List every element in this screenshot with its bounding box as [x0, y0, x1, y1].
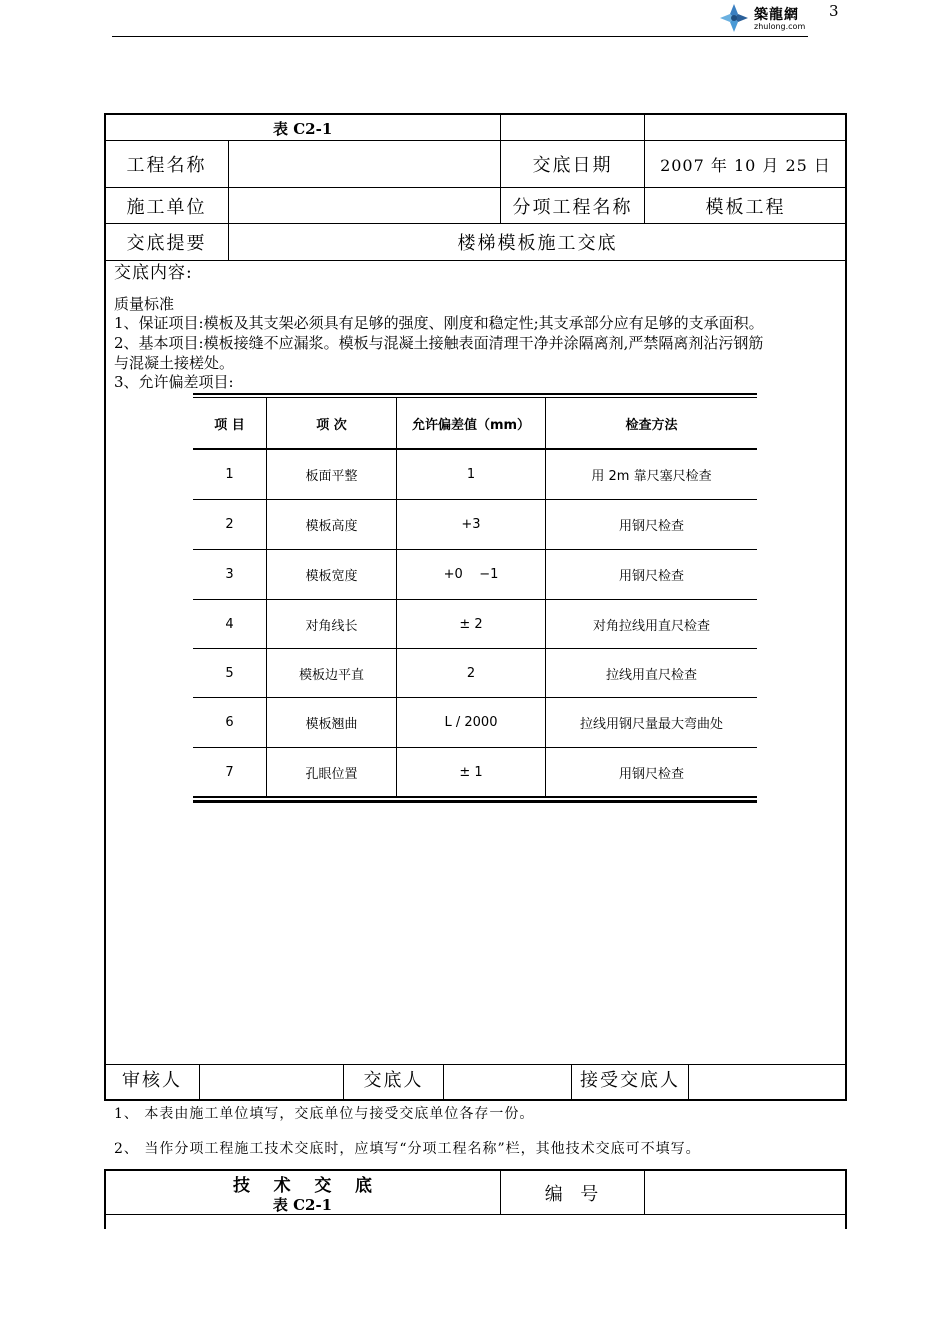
quality-title: 质量标准 — [114, 295, 175, 313]
table-cell: 模板宽度 — [305, 569, 358, 584]
table-cell: 孔眼位置 — [305, 766, 358, 782]
subproject-label: 分项工程名称 — [512, 196, 633, 218]
table-cell: 板面平整 — [305, 469, 358, 484]
tolerance-item: 3、允许偏差项目: — [114, 373, 234, 391]
basic-item-line2: 与混凝土接槎处。 — [114, 354, 235, 372]
project-name-field[interactable] — [229, 141, 500, 187]
table-cell: 模板翘曲 — [305, 717, 358, 732]
table-cell: 用钢尺检查 — [618, 519, 684, 534]
next-form-title: 技 术 交 底 — [232, 1175, 373, 1196]
table-cell: 拉线用钢尺量最大弯曲处 — [579, 717, 723, 732]
discloser-field[interactable] — [444, 1065, 571, 1100]
table-cell: +0 −1 — [443, 567, 499, 582]
table-cell: 2 — [225, 517, 234, 532]
tt-header-item: 项 目 — [214, 417, 245, 433]
summary-field[interactable]: 楼梯模板施工交底 — [457, 233, 618, 254]
table-cell: ± 1 — [459, 764, 483, 780]
basic-item-line1: 2、基本项目:模板接缝不应漏浆。模板与混凝土接触表面清理干净并涂隔离剂,严禁隔离剂沾污钢筋 — [114, 334, 764, 352]
table-cell: 5 — [225, 665, 234, 681]
tt-header-tolerance: 允许偏差值（mm） — [411, 417, 531, 433]
table-cell: 用钢尺检查 — [618, 569, 684, 584]
table-cell: ± 2 — [459, 616, 483, 632]
content-label: 交底内容: — [114, 263, 193, 283]
table-cell: L / 2000 — [444, 715, 498, 730]
tt-header-sequence: 项 次 — [316, 417, 347, 433]
table-cell: +3 — [461, 517, 481, 532]
site-logo — [718, 2, 810, 36]
note-1: 1、 本表由施工单位填写，交底单位与接受交底单位各存一份。 — [114, 1106, 535, 1122]
guarantee-item: 1、保证项目:模板及其支架必须具有足够的强度、刚度和稳定性;其支承部分应有足够的支承面积。 — [114, 314, 764, 332]
logo-icon — [718, 2, 750, 34]
table-cell: 1 — [225, 467, 234, 482]
date-label: 交底日期 — [532, 155, 613, 176]
reviewer-label: 审核人 — [122, 1070, 182, 1091]
summary-label: 交底提要 — [126, 233, 207, 254]
project-name-label: 工程名称 — [126, 155, 207, 176]
table-cell: 用钢尺检查 — [618, 766, 684, 782]
table-cell: 1 — [466, 467, 476, 482]
form-code: 表 C2-1 — [273, 119, 333, 138]
header-rule — [112, 36, 808, 37]
date-field[interactable]: 2007 年 10 月 25 日 — [660, 155, 831, 175]
construction-unit-field[interactable] — [229, 188, 500, 223]
logo-text-cn: 築龍網 — [754, 7, 799, 23]
tt-header-method: 检查方法 — [625, 417, 678, 433]
reviewer-field[interactable] — [200, 1065, 343, 1100]
table-cell: 对角拉线用直尺检查 — [592, 618, 710, 634]
table-cell: 3 — [225, 567, 234, 582]
table-cell: 7 — [225, 764, 234, 780]
next-form-code: 表 C2-1 — [272, 1195, 333, 1214]
construction-unit-label: 施工单位 — [126, 196, 207, 218]
receiver-field[interactable] — [689, 1065, 846, 1100]
number-label: 编 号 — [544, 1184, 601, 1205]
discloser-label: 交底人 — [363, 1070, 424, 1091]
page-number: 3 — [829, 2, 839, 20]
table-cell: 模板高度 — [305, 519, 358, 534]
receiver-label: 接受交底人 — [580, 1070, 680, 1091]
table-cell: 模板边平直 — [298, 667, 364, 683]
table-cell: 2 — [466, 665, 476, 681]
table-cell: 6 — [225, 715, 234, 730]
number-field[interactable] — [645, 1172, 846, 1214]
note-2: 2、 当作分项工程施工技术交底时，应填写“分项工程名称”栏，其他技术交底可不填写。 — [114, 1141, 701, 1157]
subproject-field[interactable]: 模板工程 — [705, 196, 786, 218]
table-cell: 4 — [225, 616, 234, 632]
table-cell: 对角线长 — [305, 618, 358, 634]
logo-text-en: zhulong.com — [754, 22, 806, 31]
table-cell: 用 2m 靠尺塞尺检查 — [591, 469, 712, 484]
table-cell: 拉线用直尺检查 — [605, 667, 697, 683]
